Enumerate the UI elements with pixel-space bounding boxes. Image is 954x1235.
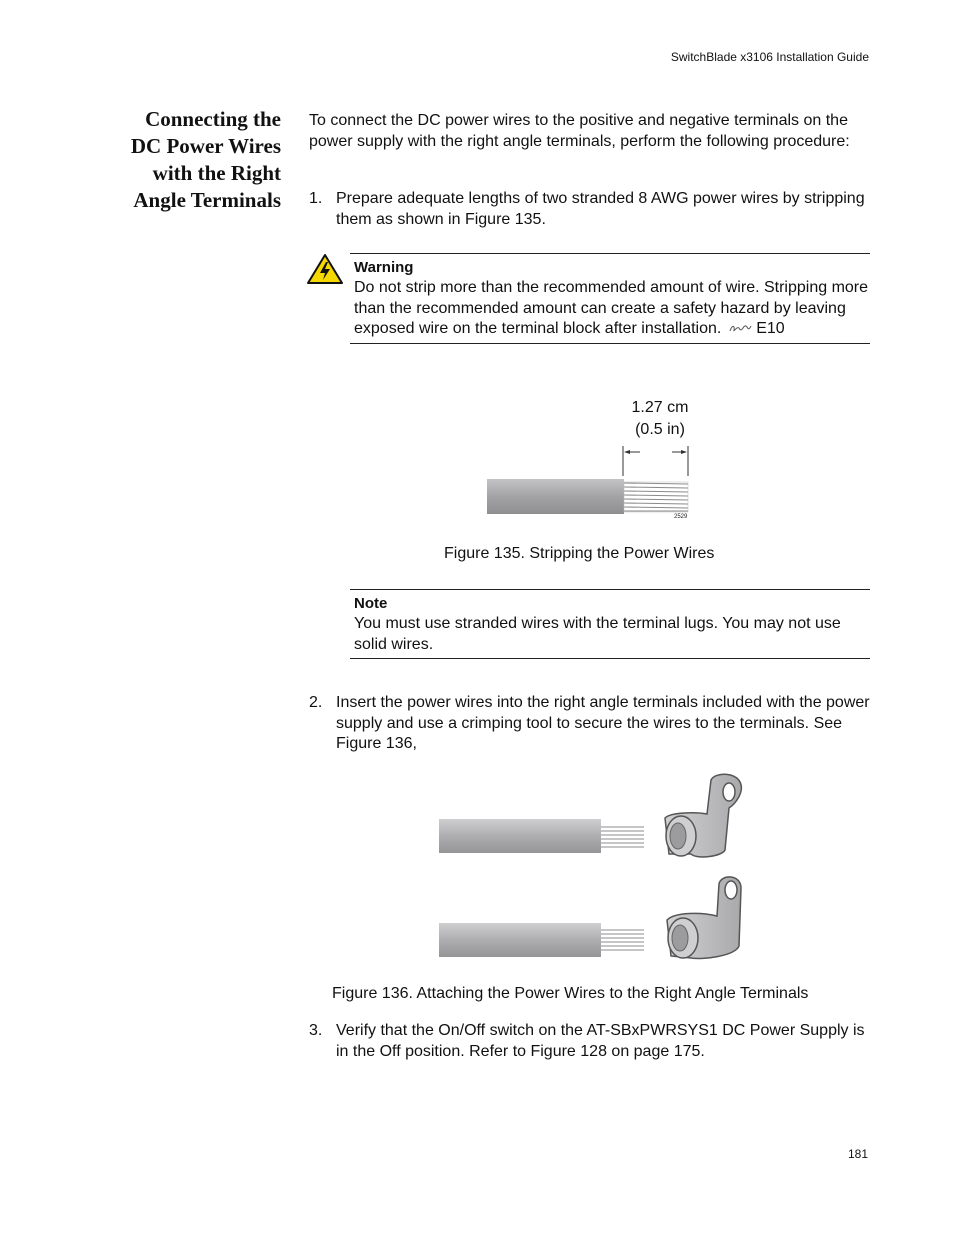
figure136-caption: Figure 136. Attaching the Power Wires to the Right Angle Terminals [332, 985, 809, 1002]
figure135-caption: Figure 135. Stripping the Power Wires [444, 545, 715, 562]
warning-box [350, 253, 870, 344]
section-title-line: with the Right [152, 161, 281, 185]
note-text: You must use stranded wires with the terminal lugs. You may not use solid wires. [354, 615, 841, 653]
note-box [350, 589, 870, 659]
stripped-wire-illustration [480, 440, 700, 525]
step-number: 3. [309, 1022, 323, 1039]
section-title-line: DC Power Wires [130, 134, 281, 158]
warning-triangle-icon [307, 254, 343, 284]
figure-art-id: 2529 [674, 514, 688, 520]
figure135-measure [629, 397, 691, 441]
section-title-line: Connecting the [145, 107, 281, 131]
warning-text [354, 278, 870, 340]
signature-icon [728, 322, 752, 334]
measure-in-label: (0.5 in) [635, 421, 685, 438]
note-title: Note [354, 595, 388, 612]
step-text: Prepare adequate lengths of two stranded 8 AWG power wires by stripping them as shown in Figure 135. [336, 190, 865, 228]
step-text: Verify that the On/Off switch on the AT-SBxPWRSYS1 DC Power Supply is in the Off position. Refer to Figure 128 on page 175. [336, 1022, 865, 1060]
intro-paragraph: To connect the DC power wires to the positive and negative terminals on the power supply with the right angle terminals, perform the following procedure: [309, 112, 850, 150]
page-number: 181 [847, 1147, 868, 1161]
step-text: Insert the power wires into the right angle terminals included with the power supply and use a crimping tool to secure the wires to the terminals. See Figure 136, [336, 694, 870, 752]
step-number: 2. [309, 694, 323, 711]
running-header: SwitchBlade x3106 Installation Guide [670, 50, 869, 64]
section-title-line: Angle Terminals [133, 188, 281, 212]
wires-and-terminals-illustration [435, 770, 755, 965]
warning-message: Do not strip more than the recommended amount of wire. Stripping more than the recommended amount can create a safety hazard by leaving exposed wire on the terminal block after installation. [354, 279, 869, 337]
measure-cm-label: 1.27 cm [631, 399, 689, 416]
section-title [100, 106, 281, 214]
warning-title: Warning [354, 259, 414, 276]
step-number: 1. [309, 190, 323, 207]
warning-code: E10 [756, 320, 785, 337]
